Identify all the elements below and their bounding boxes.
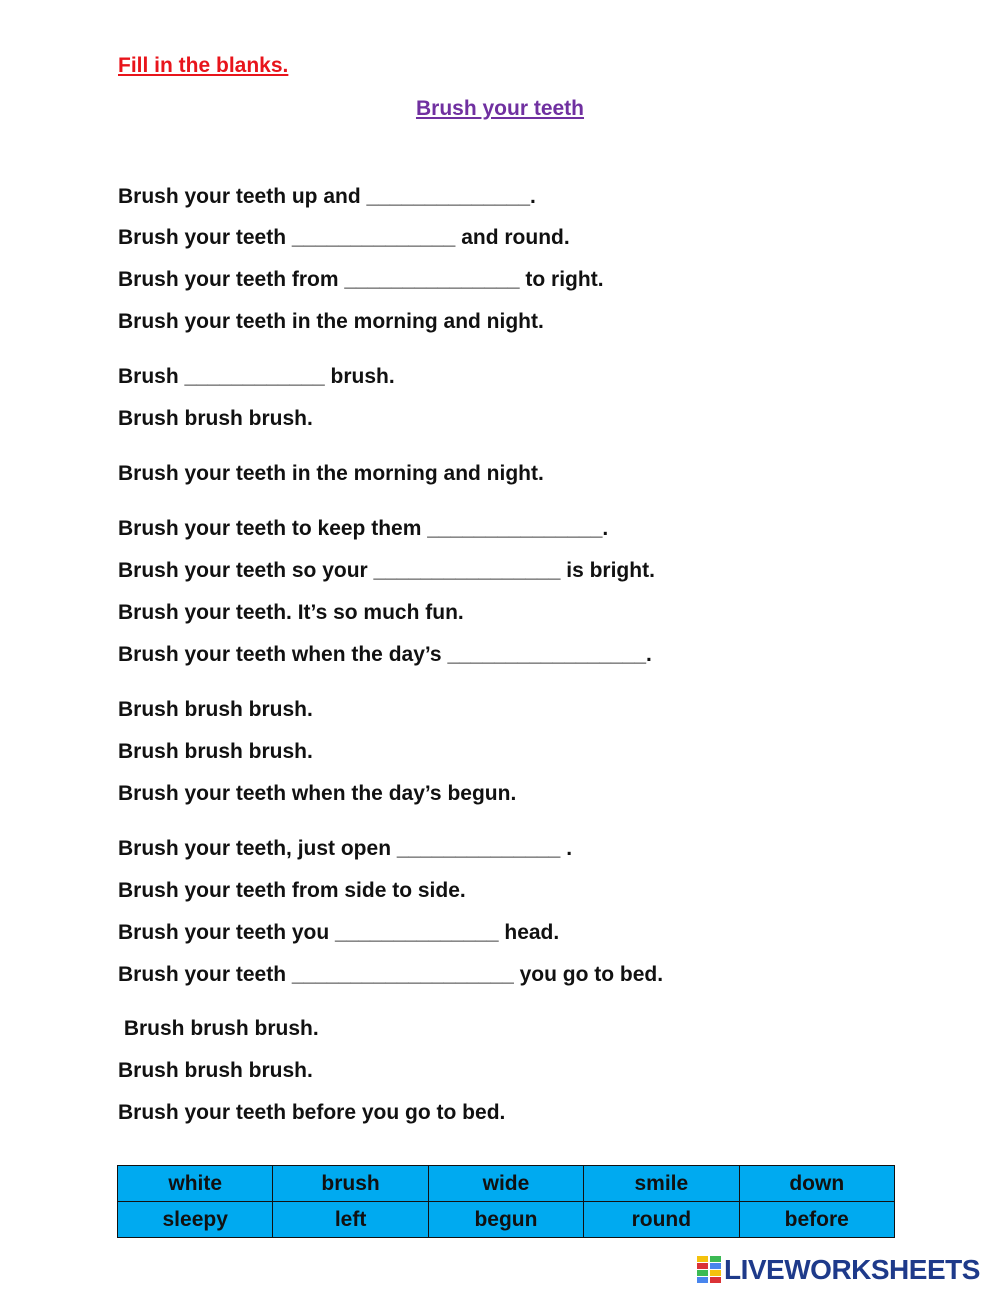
poem-line: Brush brush brush. [118, 1017, 319, 1040]
word-bank-table [117, 1165, 895, 1238]
poem-line: Brush your teeth so your ________________ is bright. [118, 559, 655, 582]
word-bank-cell: sleepy [118, 1202, 273, 1238]
poem-line: Brush brush brush. [118, 1059, 313, 1082]
word-bank-cell: before [739, 1202, 894, 1238]
poem-line: Brush brush brush. [118, 407, 313, 430]
word-bank-cell: brush [273, 1166, 428, 1202]
word-bank-row [118, 1166, 895, 1202]
word-bank-cell: smile [584, 1166, 739, 1202]
poem-line: Brush your teeth when the day’s begun. [118, 782, 517, 805]
poem-line: Brush brush brush. [118, 698, 313, 721]
liveworksheets-logo [697, 1255, 980, 1285]
poem-line: Brush your teeth from side to side. [118, 879, 466, 902]
poem-line: Brush your teeth, just open ______________ . [118, 837, 573, 860]
word-bank-cell: wide [428, 1166, 583, 1202]
poem-line: Brush your teeth before you go to bed. [118, 1101, 506, 1124]
worksheet-title: Brush your teeth [415, 97, 585, 120]
poem-line: Brush your teeth ______________ and round. [118, 226, 570, 249]
poem-line: Brush your teeth in the morning and night. [118, 462, 544, 485]
word-bank-cell: white [118, 1166, 273, 1202]
poem-line: Brush brush brush. [118, 740, 313, 763]
poem-line: Brush your teeth to keep them _______________. [118, 517, 609, 540]
poem-line: Brush your teeth ___________________ you go to bed. [118, 963, 664, 986]
word-bank-cell: down [739, 1166, 894, 1202]
word-bank-row [118, 1202, 895, 1238]
poem-line: Brush your teeth you ______________ head. [118, 921, 560, 944]
poem-line: Brush your teeth from _______________ to right. [118, 268, 604, 291]
word-bank-cell: left [273, 1202, 428, 1238]
instruction-heading: Fill in the blanks. [118, 54, 289, 77]
poem-line: Brush your teeth. It’s so much fun. [118, 601, 464, 624]
word-bank-cell: round [584, 1202, 739, 1238]
poem-line: Brush your teeth when the day’s _________________. [118, 643, 652, 666]
poem-line: Brush ____________ brush. [118, 365, 395, 388]
liveworksheets-icon [697, 1256, 721, 1284]
brand-text: LIVEWORKSHEETS [724, 1254, 980, 1285]
word-bank-cell: begun [428, 1202, 583, 1238]
poem-line: Brush your teeth up and ______________. [118, 185, 536, 208]
poem-line: Brush your teeth in the morning and night. [118, 310, 544, 333]
